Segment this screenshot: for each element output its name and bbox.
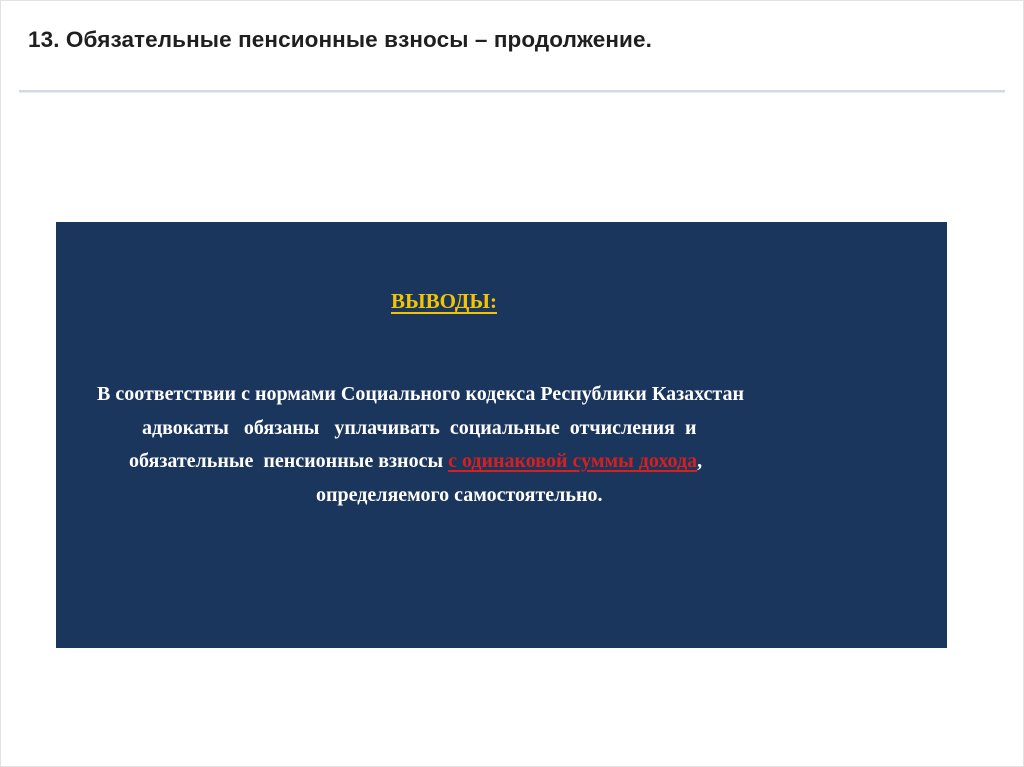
slide-title: 13. Обязательные пенсионные взносы – продолжение. <box>28 27 652 52</box>
conclusion-line-3-suffix: , <box>697 450 703 472</box>
conclusion-line-2: адвокаты обязаны уплачивать социальные отчисления и <box>142 417 697 439</box>
conclusion-line-4: определяемого самостоятельно. <box>316 484 603 506</box>
conclusion-heading: ВЫВОДЫ: <box>391 289 497 313</box>
title-divider <box>19 90 1005 93</box>
highlighted-phrase: с одинаковой суммы дохода <box>448 450 698 472</box>
conclusion-line-3 <box>129 450 702 473</box>
conclusion-line-1: В соответствии с нормами Социального кодекса Республики Казахстан <box>97 383 744 405</box>
conclusion-line-3-prefix: обязательные пенсионные взносы <box>129 450 449 472</box>
